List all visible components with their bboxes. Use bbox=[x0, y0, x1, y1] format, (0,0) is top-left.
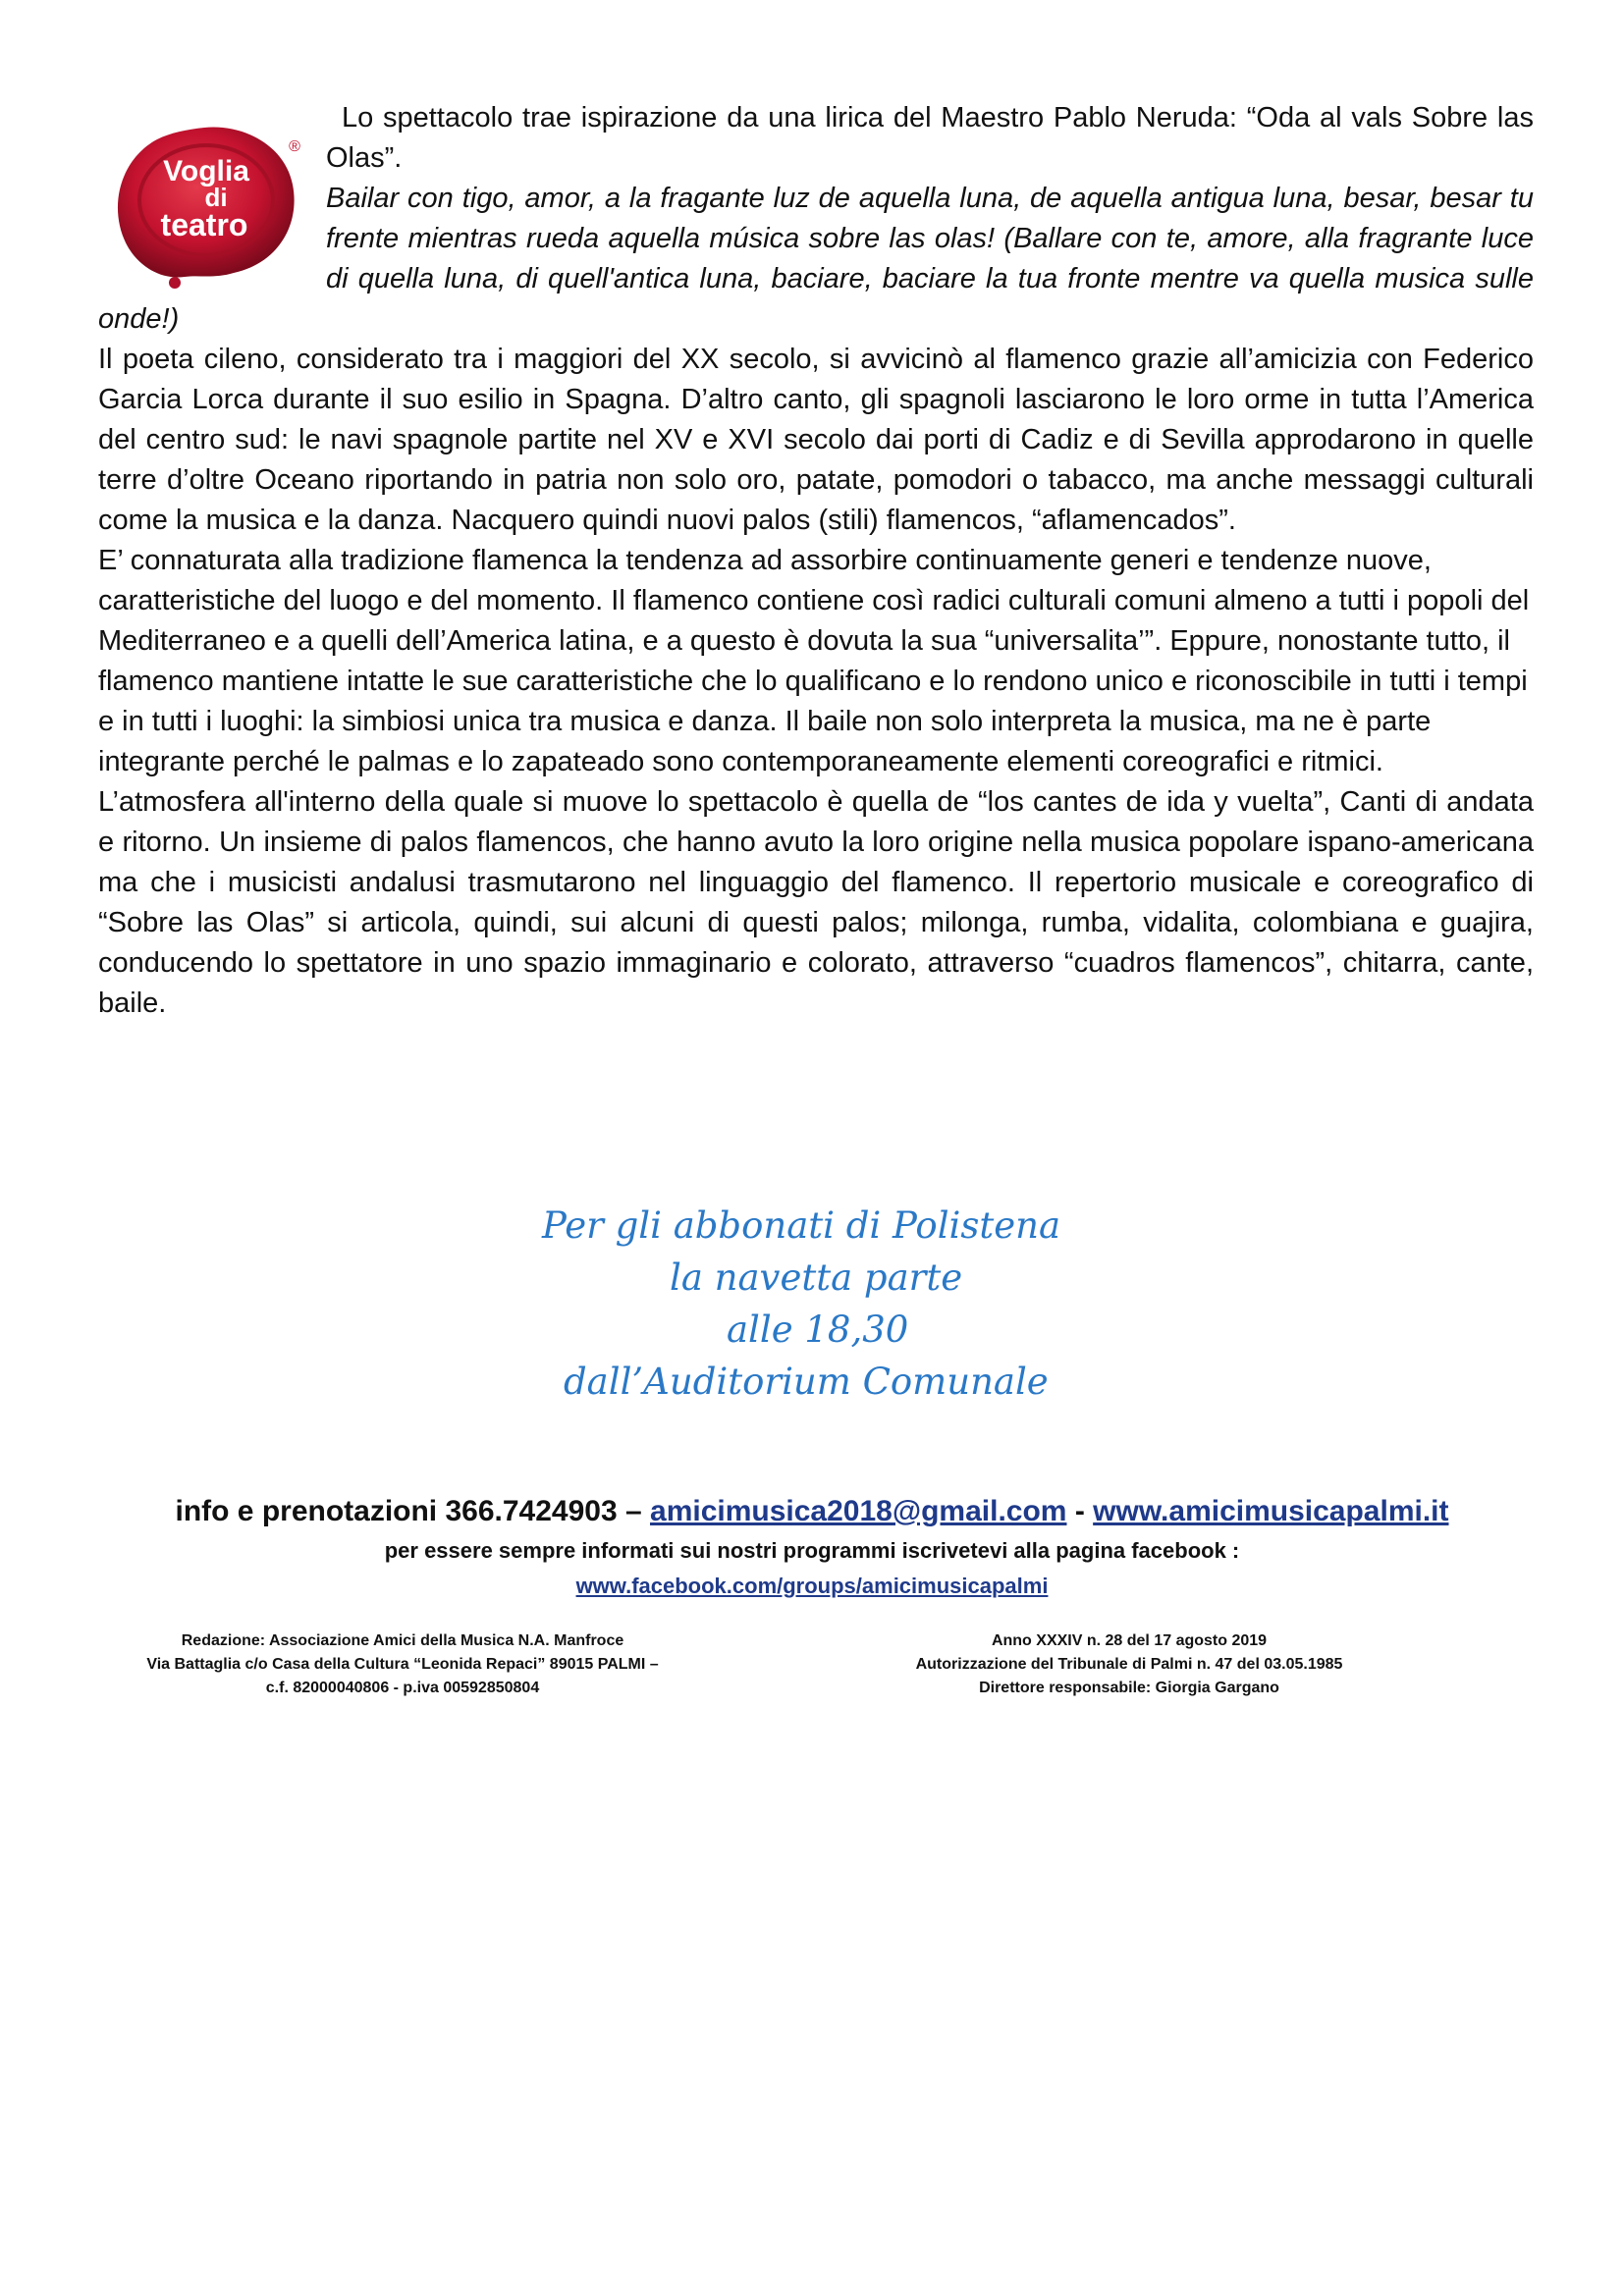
footer-publication-info bbox=[864, 1629, 1394, 1700]
email-link[interactable]: amicimusica2018@gmail.com bbox=[650, 1495, 1067, 1527]
shuttle-line-4: dall’Auditorium Comunale bbox=[564, 1361, 1049, 1403]
shuttle-line-2: la navetta parte bbox=[670, 1256, 963, 1299]
info-phone-text: info e prenotazioni 366.7424903 – bbox=[175, 1495, 651, 1527]
footer-left-line-2: Via Battaglia c/o Casa della Cultura “Leonida Repaci” 89015 PALMI – bbox=[146, 1656, 659, 1673]
logo-text-voglia: Voglia bbox=[163, 155, 249, 187]
footer-right-line-2: Autorizzazione del Tribunale di Palmi n. 47 del 03.05.1985 bbox=[915, 1656, 1343, 1673]
body-paragraph-3: L’atmosfera all'interno della quale si muove lo spettacolo è quella de “los cantes de ida y vuelta”, Canti di andata e ritorno. Un insieme di palos flamencos, che hanno avuto la loro origine nella musica popolare ispano-americana ma che i musicisti andalusi trasmutarono nel linguaggio del flamenco. Il repertorio musicale e coreografico di “Sobre las Olas” si articola, quindi, sui alcuni di questi palos; milonga, rumba, vidalita, colombiana e guajira, conducendo lo spettatore in uno spazio immaginario e colorato, attraverso “cuadros flamencos”, chitarra, cante, baile. bbox=[98, 786, 1534, 1019]
shuttle-line-1: Per gli abbonati di Polistena bbox=[542, 1204, 1061, 1247]
registered-mark: ® bbox=[289, 138, 300, 155]
article-body bbox=[98, 340, 1534, 1024]
logo-text-teatro: teatro bbox=[160, 207, 248, 242]
info-section bbox=[98, 1490, 1526, 1604]
intro-section bbox=[98, 98, 1534, 340]
info-line bbox=[98, 1490, 1526, 1533]
footer-right-line-1: Anno XXXIV n. 28 del 17 agosto 2019 bbox=[991, 1632, 1268, 1649]
body-paragraph-2: E’ connaturata alla tradizione flamenca la tendenza ad assorbire continuamente generi e tendenze nuove, caratteristiche del luogo e del momento. Il flamenco contiene così radici culturali comuni almeno a tutti i popoli del Mediterraneo e a quelli dell’America latina, e a questo è dovuta la sua “universalita’”. Eppure, nonostante tutto, il flamenco mantiene intatte le sue caratteristiche che lo qualificano e lo rendono unico e riconoscibile in tutti i tempi e in tutti i luoghi: la simbiosi unica tra musica e danza. Il baile non solo interpreta la musica, ma ne è parte integrante perché le palmas e lo zapateado sono contemporaneamente elementi coreografici e ritmici. bbox=[98, 545, 1530, 777]
footer-editorial-info bbox=[137, 1629, 668, 1700]
footer-left-line-1: Redazione: Associazione Amici della Musica N.A. Manfroce bbox=[181, 1632, 624, 1649]
footer-right-line-3: Direttore responsabile: Giorgia Gargano bbox=[979, 1680, 1279, 1696]
facebook-link[interactable]: www.facebook.com/groups/amicimusicapalmi bbox=[575, 1574, 1049, 1598]
footer-left-line-3: c.f. 82000040806 - p.iva 00592850804 bbox=[265, 1680, 540, 1696]
facebook-note: per essere sempre informati sui nostri programmi iscrivetevi alla pagina facebook : bbox=[384, 1538, 1240, 1563]
logo-text-di: di bbox=[204, 183, 228, 212]
body-paragraph-1: Il poeta cileno, considerato tra i maggiori del XX secolo, si avvicinò al flamenco grazie all’amicizia con Federico Garcia Lorca durante il suo esilio in Spagna. D’altro canto, gli spagnoli lasciarono le loro orme in tutta l’America del centro sud: le navi spagnole partite nel XV e XVI secolo dai porti di Cadiz e di Sevilla approdarono in quelle terre d’oltre Oceano riportando in patria non solo oro, patate, pomodori o tabacco, ma anche messaggi culturali come la musica e la danza. Nacquero quindi nuovi palos (stili) flamencos, “aflamencados”. bbox=[98, 344, 1534, 536]
shuttle-notice bbox=[393, 1200, 1178, 1408]
info-separator: - bbox=[1066, 1495, 1094, 1527]
poem-quote: Bailar con tigo, amor, a la fragante luz de aquella luna, de aquella antigua luna, besar, besar tu frente mientras rueda aquella música sobre las olas! (Ballare con te, amore, alla fragrante luce di quella luna, di quell'antica luna, baciare, baciare la tua fronte mentre va quella musica sulle onde!) bbox=[98, 183, 1534, 335]
intro-paragraph: Lo spettacolo trae ispirazione da una lirica del Maestro Pablo Neruda: “Oda al vals Sobre las Olas”. bbox=[326, 102, 1534, 174]
shuttle-line-3: alle 18,30 bbox=[727, 1308, 909, 1351]
website-link[interactable]: www.amicimusicapalmi.it bbox=[1093, 1495, 1449, 1527]
